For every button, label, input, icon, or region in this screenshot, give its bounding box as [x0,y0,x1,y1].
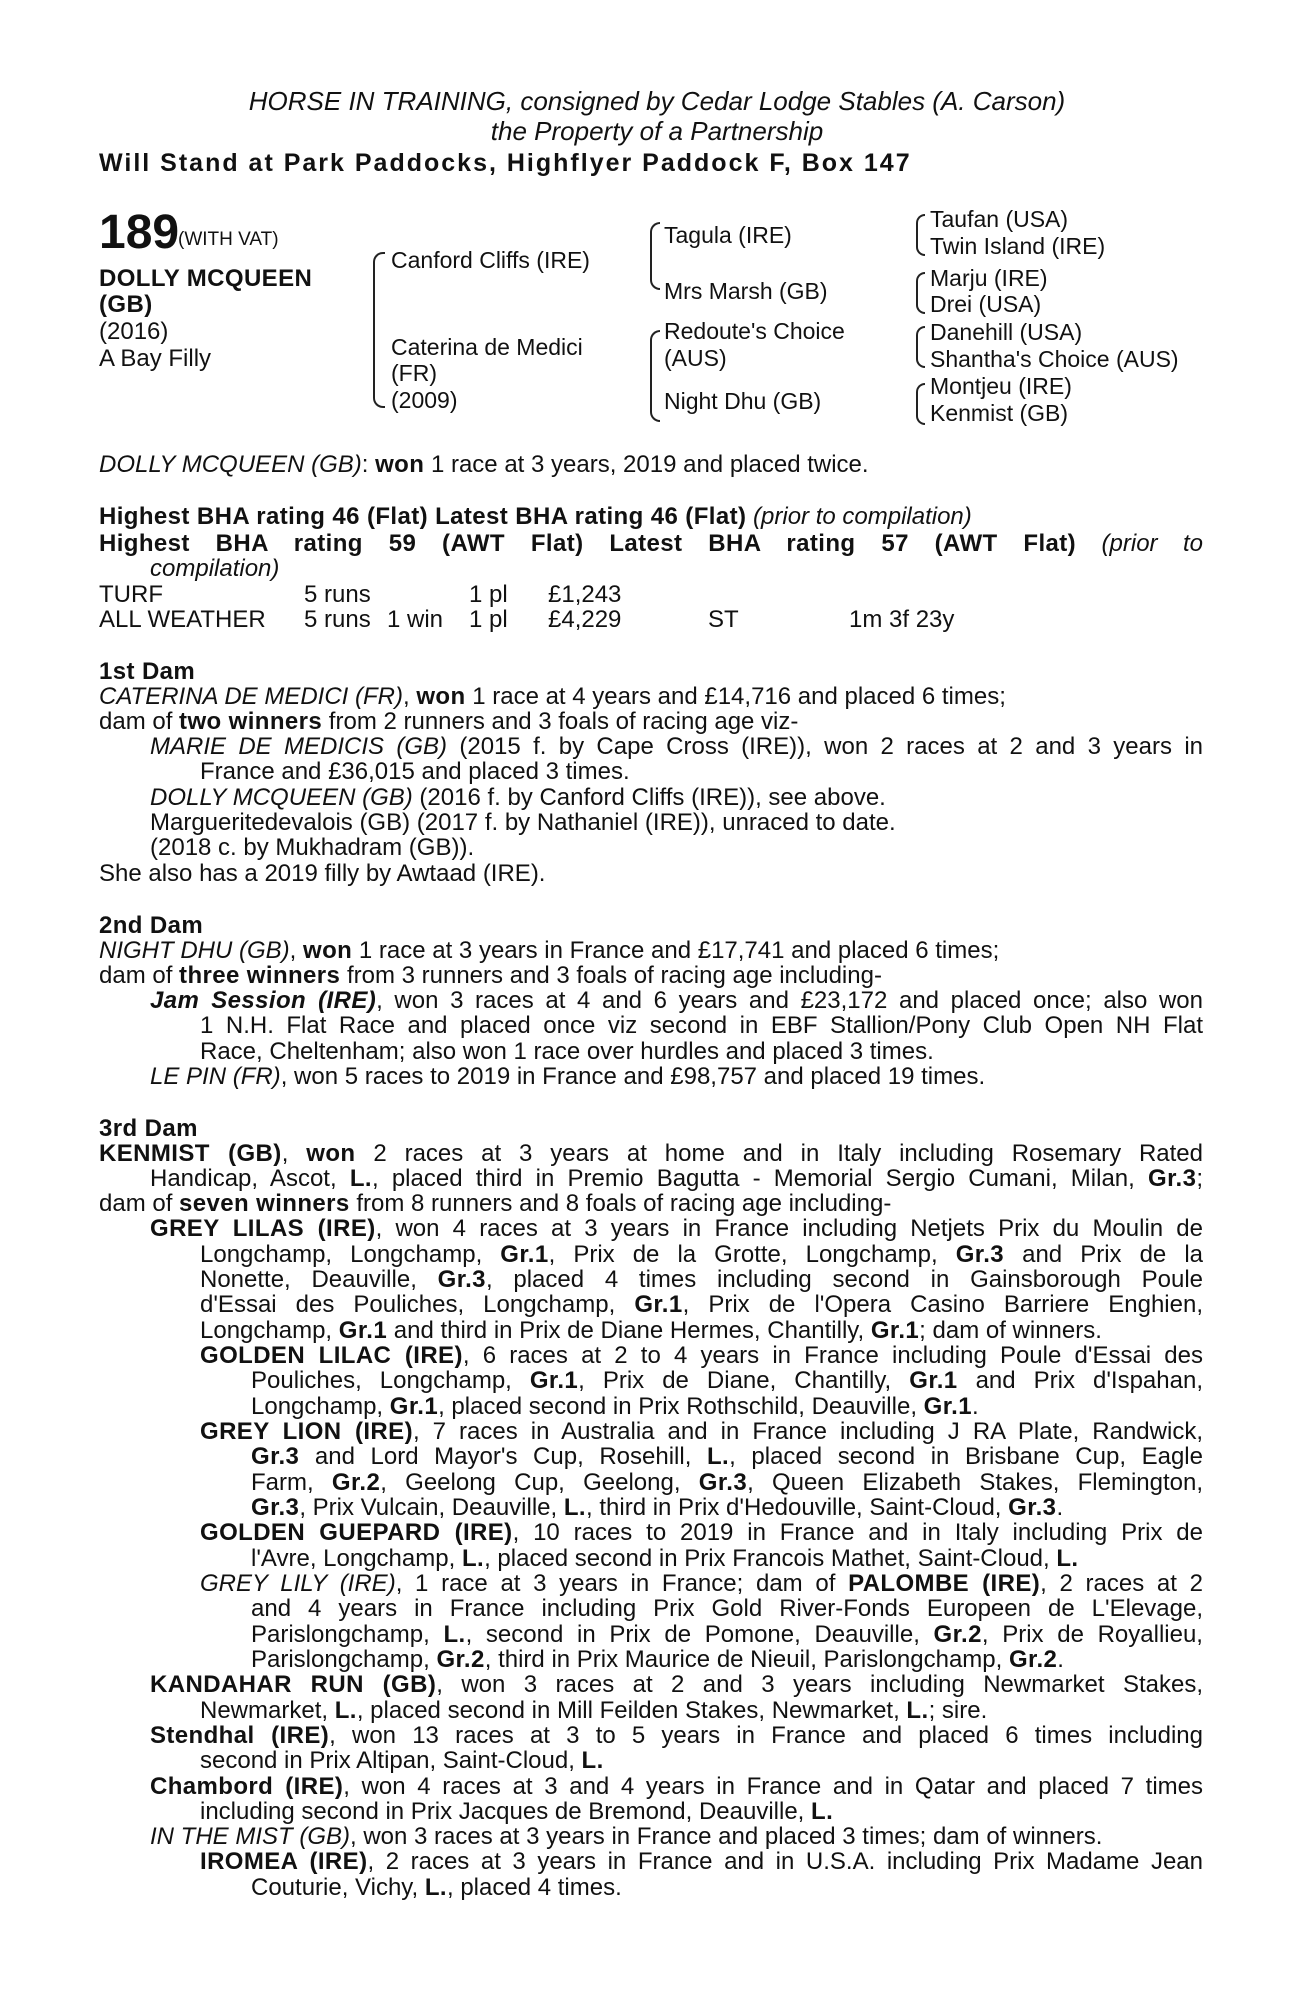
produce-item: (2018 c. by Mukhadram (GB)). [150,834,475,861]
produce-sub-item: GREY LILY (IRE), 1 race at 3 years in France; dam of PALOMBE (IRE), 2 races at 2 [200,1570,1203,1597]
dam: Caterina de Medici [391,334,583,360]
produce-item: KANDAHAR RUN (GB), won 3 races at 2 and 3 years including Newmarket Stakes, [150,1671,1203,1698]
produce-item-cont: Longchamp, Gr.1 and third in Prix de Diane Hermes, Chantilly, Gr.1; dam of winners. [200,1317,1102,1344]
vat-note: (WITH VAT) [178,229,279,250]
produce-item: MARIE DE MEDICIS (GB) (2015 f. by Cape Cross (IRE)), won 2 races at 2 and 3 years in [150,733,1203,760]
produce-item-cont: 1 N.H. Flat Race and placed once viz second in EBF Stallion/Pony Club Open NH Flat [200,1012,1203,1039]
sire-dam-dam: Drei (USA) [930,291,1042,317]
turf-runs: 5 runs [304,581,371,608]
sire-sire-dam: Twin Island (IRE) [930,233,1106,259]
location-line: Will Stand at Park Paddocks, Highflyer Paddock F, Box 147 [99,149,912,177]
dam-dam-sire: Montjeu (IRE) [930,373,1072,399]
produce-sub-item: GOLDEN GUEPARD (IRE), 10 races to 2019 in France and in Italy including Prix de [200,1519,1203,1546]
aw-placed: 1 pl [469,606,508,633]
dam-sire: Redoute's Choice [664,318,845,344]
produce-item: GREY LILAS (IRE), won 4 races at 3 years in France including Netjets Prix du Moulin de [150,1215,1203,1242]
produce-sub-item-cont: Longchamp, Gr.1, placed second in Prix Rothschild, Deauville, Gr.1. [251,1393,979,1420]
horse-name: DOLLY MCQUEEN [99,265,313,292]
turf-label: TURF [99,581,163,608]
produce-item-cont: including second in Prix Jacques de Bremond, Deauville, L. [200,1798,834,1825]
awt-rating: Highest BHA rating 59 (AWT Flat) Latest BHA rating 57 (AWT Flat) (prior to [99,530,1204,557]
dam-country: (FR) [391,360,437,386]
sire-bracket [650,222,660,290]
produce-note: She also has a 2019 filly by Awtaad (IRE). [99,860,546,887]
dam-bracket [650,330,660,422]
first-dam-heading: 1st Dam [99,658,196,685]
produce-sub-item-cont: l'Avre, Longchamp, L., placed second in Prix Francois Mathet, Saint-Cloud, L. [251,1545,1079,1572]
produce-item: IN THE MIST (GB), won 3 races at 3 years in France and placed 3 times; dam of winners. [150,1823,1103,1850]
aw-going: ST [708,606,739,633]
produce-sub-item-cont: Couturie, Vichy, L., placed 4 times. [251,1874,622,1901]
aw-runs: 5 runs [304,606,371,633]
aw-earnings: £4,229 [548,606,622,633]
produce-item-cont: d'Essai des Pouliches, Longchamp, Gr.1, Prix de l'Opera Casino Barriere Enghien, [200,1291,1203,1318]
dam-dam-dam: Kenmist (GB) [930,400,1069,426]
produce-item: Chambord (IRE), won 4 races at 3 and 4 years in France and in Qatar and placed 7 times [150,1773,1203,1800]
produce-sub-item-cont: Farm, Gr.2, Geelong Cup, Geelong, Gr.3, Queen Elizabeth Stakes, Flemington, [251,1469,1204,1496]
third-dam-line: KENMIST (GB), won 2 races at 3 years at home and in Italy including Rosemary Rated [99,1140,1204,1167]
third-dam-produce: dam of seven winners from 8 runners and 8 foals of racing age including- [99,1190,892,1217]
aw-distance: 1m 3f 23y [849,606,955,633]
pedigree-bracket [373,252,385,408]
property-line: the Property of a Partnership [490,116,824,146]
aw-wins: 1 win [387,606,444,633]
third-dam-heading: 3rd Dam [99,1115,198,1142]
aw-label: ALL WEATHER [99,606,266,633]
produce-item-cont: France and £36,015 and placed 3 times. [200,758,630,785]
sire-dam: Mrs Marsh (GB) [664,278,828,304]
dam-sire-dam: Shantha's Choice (AUS) [930,346,1179,372]
sire-sire-sire: Taufan (USA) [930,206,1069,232]
second-dam-heading: 2nd Dam [99,912,204,939]
dam-dam: Night Dhu (GB) [664,388,822,414]
second-dam-produce: dam of three winners from 3 runners and 3 foals of racing age including- [99,962,882,989]
produce-item: DOLLY MCQUEEN (GB) (2016 f. by Canford Cliffs (IRE)), see above. [150,784,886,811]
produce-sub-item-cont: Gr.3 and Lord Mayor's Cup, Rosehill, L., placed second in Brisbane Cup, Eagle [251,1443,1203,1470]
sire-dam-sire: Marju (IRE) [930,265,1048,291]
turf-placed: 1 pl [469,581,508,608]
ss-bracket [916,214,925,256]
dd-bracket [916,383,925,425]
race-summary: DOLLY MCQUEEN (GB): won 1 race at 3 years, 2019 and placed twice. [99,451,869,478]
produce-item-cont: Longchamp, Longchamp, Gr.1, Prix de la Grotte, Longchamp, Gr.3 and Prix de la [200,1241,1203,1268]
produce-item-cont: Newmarket, L., placed second in Mill Feilden Stakes, Newmarket, L.; sire. [200,1697,988,1724]
consignor-line: HORSE IN TRAINING, consigned by Cedar Lodge Stables (A. Carson) [248,86,1066,116]
lot-number: 189 [99,206,180,259]
produce-item-cont: second in Prix Altipan, Saint-Cloud, L. [200,1747,604,1774]
turf-earnings: £1,243 [548,581,622,608]
produce-sub-item: GOLDEN LILAC (IRE), 6 races at 2 to 4 years in France including Poule d'Essai des [200,1342,1203,1369]
produce-sub-item-cont: Parislongchamp, L., second in Prix de Pomone, Deauville, Gr.2, Prix de Royallieu, [251,1621,1203,1648]
foaling-year: (2016) [99,318,169,345]
ds-bracket [916,326,925,368]
produce-sub-item-cont: and 4 years in France including Prix Gold River-Fonds Europeen de L'Elevage, [251,1595,1203,1622]
produce-item: Margueritedevalois (GB) (2017 f. by Nathaniel (IRE)), unraced to date. [150,809,896,836]
sire: Canford Cliffs (IRE) [391,247,590,273]
dam-year: (2009) [391,387,458,413]
produce-sub-item: GREY LION (IRE), 7 races in Australia and in France including J RA Plate, Randwick, [200,1418,1203,1445]
produce-sub-item: IROMEA (IRE), 2 races at 3 years in France and in U.S.A. including Prix Madame Jean [200,1848,1203,1875]
produce-sub-item-cont: Parislongchamp, Gr.2, third in Prix Maurice de Nieuil, Parislongchamp, Gr.2. [251,1646,1064,1673]
horse-description: A Bay Filly [99,345,212,372]
dam-sire-country: (AUS) [664,345,727,371]
produce-item-cont: Nonette, Deauville, Gr.3, placed 4 times including second in Gainsborough Poule [200,1266,1203,1293]
produce-item-cont: Race, Cheltenham; also won 1 race over hurdles and placed 3 times. [200,1038,934,1065]
sire-sire: Tagula (IRE) [664,222,792,248]
flat-rating: Highest BHA rating 46 (Flat) Latest BHA rating 46 (Flat) (prior to compilation) [99,503,972,530]
sd-bracket [916,272,925,314]
produce-sub-item-cont: Gr.3, Prix Vulcain, Deauville, L., third in Prix d'Hedouville, Saint-Cloud, Gr.3. [251,1494,1064,1521]
produce-item: Jam Session (IRE), won 3 races at 4 and 6 years and £23,172 and placed once; also won [150,987,1203,1014]
third-dam-line-cont: Handicap, Ascot, L., placed third in Premio Bagutta - Memorial Sergio Cumani, Milan, Gr.3; [150,1165,1204,1192]
first-dam-line: CATERINA DE MEDICI (FR), won 1 race at 4 years and £14,716 and placed 6 times; [99,683,1006,710]
produce-sub-item-cont: Pouliches, Longchamp, Gr.1, Prix de Diane, Chantilly, Gr.1 and Prix d'Ispahan, [251,1367,1203,1394]
dam-sire-sire: Danehill (USA) [930,319,1083,345]
second-dam-line: NIGHT DHU (GB), won 1 race at 3 years in France and £17,741 and placed 6 times; [99,937,1000,964]
first-dam-produce: dam of two winners from 2 runners and 3 foals of racing age viz- [99,708,799,735]
produce-item: Stendhal (IRE), won 13 races at 3 to 5 years in France and placed 6 times including [150,1722,1203,1749]
produce-item: LE PIN (FR), won 5 races to 2019 in France and £98,757 and placed 19 times. [150,1063,986,1090]
awt-rating-note: compilation) [150,555,280,582]
horse-name-country: (GB) [99,291,153,318]
